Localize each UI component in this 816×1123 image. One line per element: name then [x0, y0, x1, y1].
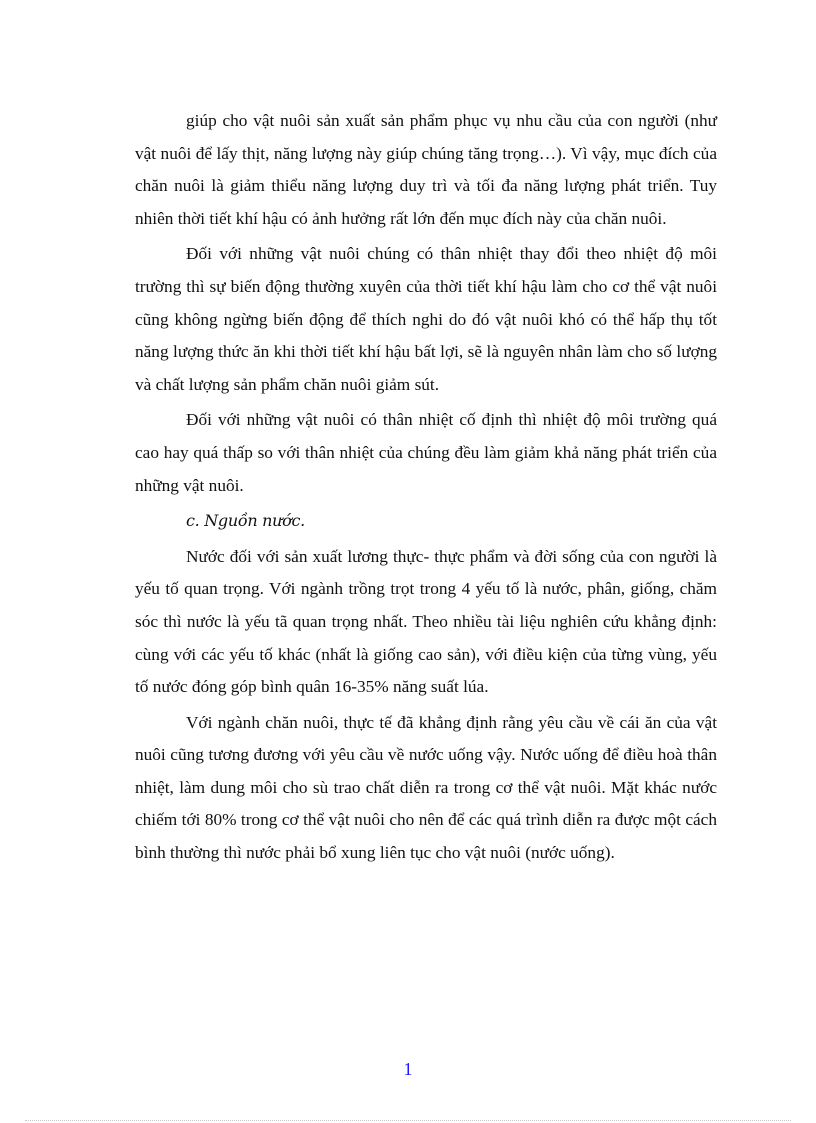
paragraph-continuation: giúp cho vật nuôi sản xuất sản phẩm phục vụ nhu cầu của con người (như vật nuôi để lấy thịt, năng lượng này giúp chúng tăng trọng…). Vì vậy, mục đích của chăn nuôi là giảm thiểu năng lượng duy trì và tối đa năng lượng phát triển. Tuy nhiên thời tiết khí hậu có ảnh hưởng rất lớn đến mục đích này của chăn nuôi.	[135, 111, 717, 228]
page-number: 1	[403, 1059, 413, 1079]
paragraph-water-crops: Nước đối với sản xuất lương thực- thực phẩm và đời sống của con người là yếu tố quan trọng. Với ngành trồng trọt trong 4 yếu tố là nước, phân, giống, chăm sóc thì nước là yếu tã quan trọng nhất. Theo nhiều tài liệu nghiên cứu khẳng định: cùng với các yếu tố khác (nhất là giống cao sản), với điều kiện của từng vùng, yếu tố nước đóng góp bình quân 16-35% năng suất lúa.	[135, 546, 717, 697]
paragraph-fixed-body-temperature: Đối với những vật nuôi có thân nhiệt cố định thì nhiệt độ môi trường quá cao hay quá thấp so với thân nhiệt của chúng đều làm giảm khả năng phát triển của những vật nuôi.	[135, 410, 717, 495]
paragraph-variable-body-temperature: Đối với những vật nuôi chúng có thân nhiệt thay đổi theo nhiệt độ môi trường thì sự biến động thường xuyên của thời tiết khí hậu làm cho cơ thể vật nuôi cũng không ngừng biến động để thích nghi do đó vật nuôi khó có thể hấp thụ tốt năng lượng thức ăn khi thời tiết khí hậu bất lợi, sẽ là nguyên nhân làm cho số lượng và chất lượng sản phẩm chăn nuôi giảm sút.	[135, 244, 717, 394]
page-boundary-dotted-line	[25, 1120, 791, 1121]
section-heading-water-source: c. Nguồn nước.	[186, 511, 305, 531]
paragraph-water-livestock: Với ngành chăn nuôi, thực tế đã khẳng định rằng yêu cầu về cái ăn của vật nuôi cũng tương đương với yêu cầu về nước uống vậy. Nước uống để điều hoà thân nhiệt, làm dung môi cho sù trao chất diễn ra trong cơ thể vật nuôi. Mặt khác nước chiếm tới 80% trong cơ thể vật nuôi cho nên để các quá trình diễn ra được một cách bình thường thì nước phải bổ xung liên tục cho vật nuôi (nước uống).	[135, 712, 717, 863]
document-body	[135, 105, 717, 873]
